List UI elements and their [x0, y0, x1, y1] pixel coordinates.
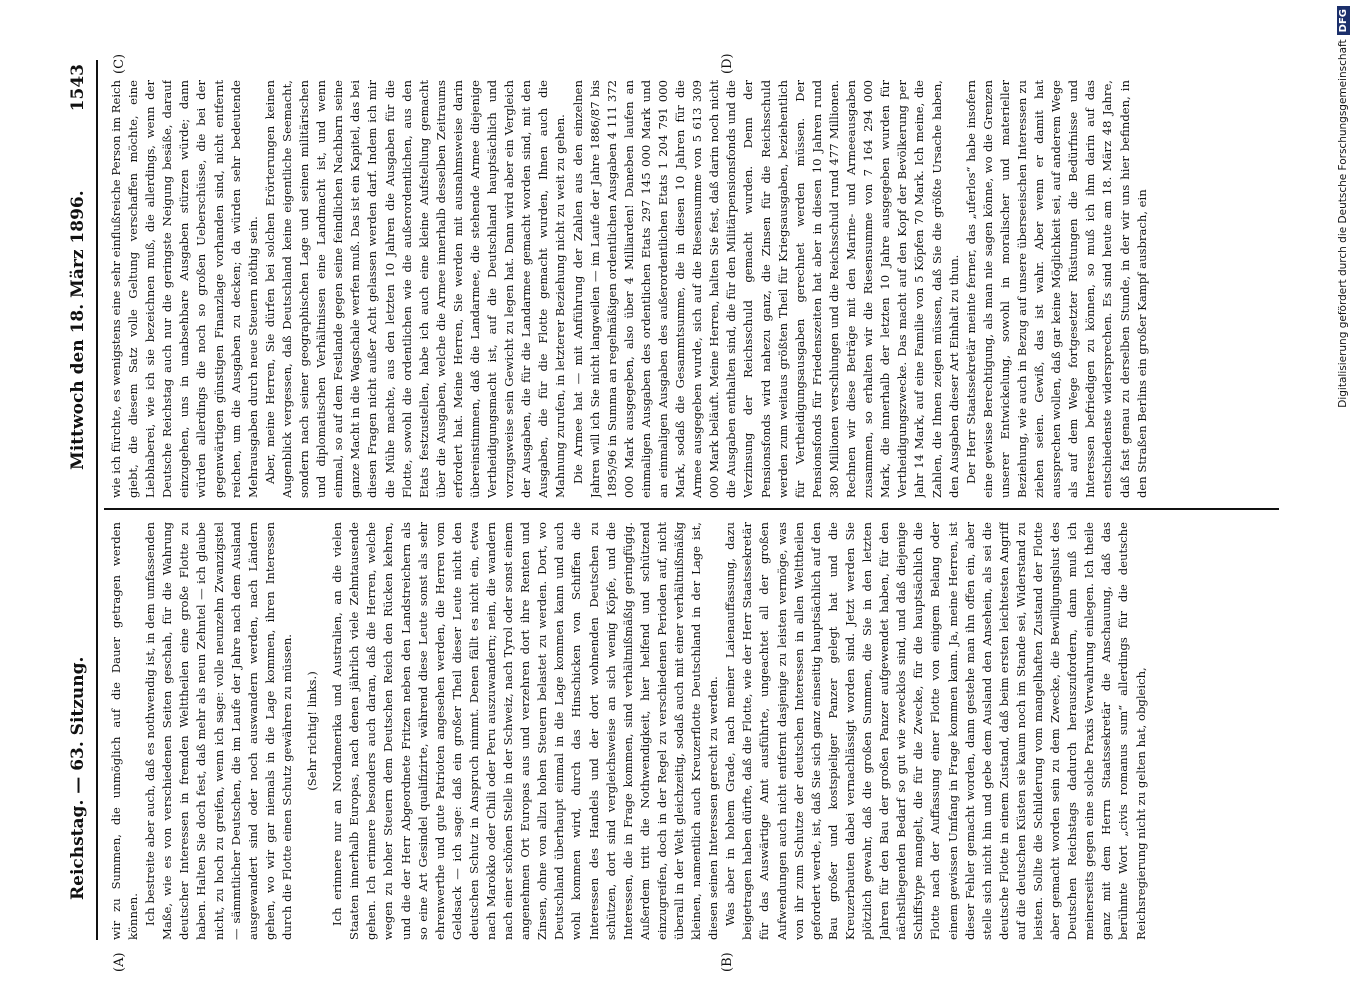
left-column [108, 522, 1278, 940]
margin-marker-b: (B) [720, 952, 735, 972]
interjection: (Sehr richtig! links.) [305, 671, 320, 791]
digitization-credit [1336, 6, 1350, 996]
page-number: 1543 [68, 64, 88, 112]
right-column [108, 80, 1278, 498]
dfg-logo: DFG [1337, 6, 1350, 35]
paragraph: Ich erinnere nur an Nordamerika und Australien, an die vielen Staaten innerhalb Europas, nach denen jährlich viele Zehntausende gehen. Ich erinnere besonders auch daran, daß die Herren, welche wegen zu hoher Steuern dem Deutschen Reich den Rücken kehren, und die der Herr Abgeordnete Fritzen neben den Landstreichern als so eine Art Gesindel qualifizirte, während diese Leute sonst als sehr ehrenwerthe und gute Patrioten angesehen werden, die Herren vom Geldsack — ich sage: daß ein großer Theil dieser Leute nicht den deutschen Schutz in Anspruch nimmt. Denen fällt es nicht ein, etwa nach Marokko oder Chili oder Peru auszuwandern; nein, die wandern nach einer schönen Stelle in der Schweiz, nach Tyrol oder sonst einem angenehmen Ort Europas aus und verzehren dort ihre Renten und Zinsen, ohne von allzu hohen Steuern belastet zu werden. Dort, wo Deutschland überhaupt einmal in die Lage kommen kann und auch wohl kommen wird, durch das Hinschicken von Schiffen die Interessen des Handels und der dort wohnenden Deutschen zu schützen, dort sind vergleichsweise an sich wenig Köpfe, und die Interessen, die in Frage kommen, sind verhältnißmäßig geringfügig. Außerdem tritt die Nothwendigkeit, hier helfend und schützend einzugreifen, doch in der Regel zu verschiedenen Perioden auf, nicht überall in der Welt gleichzeitig, sodaß auch mit einer verhältnißmäßig kleinen, namentlich auch Kreuzerflotte Deutschland in der Lage ist, diesen seinen Interessen gerecht zu werden. [330, 522, 721, 940]
margin-marker-d: (D) [720, 53, 735, 74]
credit-text: Digitalisierung gefördert durch die Deutsche Forschungsgemeinschaft [1337, 39, 1349, 408]
header-date: Mittwoch den 18. März 1896. [68, 190, 88, 470]
paragraph: Aber, meine Herren, Sie dürfen bei solchen Erörterungen keinen Augenblick vergessen, daß Deutschland keine eigentliche Seemacht, sondern nach seiner geographischen Lage und seinen militärischen und diplomatischen Verhältnissen eine Landmacht ist, und wenn einmal, so auf dem Festlande gegen seine feindlichen Nachbarn seine ganze Macht in die Wagschale werfen muß. Das ist ein Kapitel, das bei diesen Fragen nicht außer Acht gelassen werden darf. Indem ich mir die Mühe machte, aus den letzten 10 Jahren die Ausgaben für die Flotte, sowohl die ordentlichen wie die außerordentlichen, aus den Etats festzustellen, habe ich auch eine kleine Aufstellung gemacht über die Ausgaben, welche die Armee innerhalb desselben Zeitraums erfordert hat. Meine Herren, Sie werden mit ausnahmsweise darin übereinstimmen, daß die Landarmee, die stehende Armee diejenige Vertheidigungsmacht ist, auf die Deutschland hauptsächlich und vorzugsweise sein Gewicht zu legen hat. Dann wird aber ein Vergleich der Ausgaben, die für die Landarmee gemacht worden sind, mit den Ausgaben, die für die Flotte gemacht wurden, Ihnen auch die Mahnung zurufen, in letzterer Beziehung nicht zu weit zu gehen. [262, 80, 568, 498]
paragraph: Die Armee hat — mit Anführung der Zahlen aus den einzelnen Jahren will ich Sie nicht langweilen — im Laufe der Jahre 1886/87 bis 1895/96 in Summa an regelmäßigen ordentlichen Ausgaben 4 111 372 000 Mark ausgegeben, also über 4 Milliarden! Daneben laufen an einmaligen Ausgaben des ordentlichen Etats 297 145 000 Mark und an einmaligen Ausgaben des außerordentlichen Etats 1 204 791 000 Mark, sodaß die Gesammtsumme, die in diesen 10 Jahren für die Armee ausgegeben wurde, sich auf die Riesensumme von 5 613 309 000 Mark beläuft. Meine Herren, halten Sie fest, daß darin noch nicht die Ausgaben enthalten sind, die für den Militärpensionsfonds und die Verzinsung der Reichsschuld gemacht wurden. Denn der Pensionsfonds wird nahezu ganz, die Zinsen für die Reichsschuld werden zum weitaus größten Theil für Kriegsausgaben, beziehentlich für Vertheidigungsausgaben gerechnet werden müssen. Der Pensionsfonds für Friedenszeiten hat aber in diesen 10 Jahren rund 380 Millionen verschlungen und die Reichsschuld rund 477 Millionen. Rechnen wir diese Beträge mit den Marine- und Armeeausgaben zusammen, so erhalten wir die Riesensumme von 7 164 294 000 Mark, die innerhalb der letzten 10 Jahre ausgegeben wurden für Vertheidigungszwecke. Das macht auf den Kopf der Bevölkerung per Jahr 14 Mark, auf eine Familie von 5 Köpfen 70 Mark. Ich meine, die Zahlen, die Ihnen zeigen müssen, daß Sie die größte Ursache haben, den Ausgaben dieser Art Einhalt zu thun. [570, 80, 961, 498]
paragraph: Ich bestreite aber auch, daß es nothwendig ist, in dem umfassenden Maße, wie es von verschiedenen Seiten geschah, für die Wahrung deutscher Interessen in fremden Welttheilen eine große Flotte zu haben. Halten Sie doch fest, daß mehr als neun Zehntel — ich glaube nicht, zu hoch zu greifen, wenn ich sage: volle neunzehn Zwanzigstel — sämmtlicher Deutschen, die im Laufe der Jahre nach dem Ausland ausgewandert sind oder noch auswandern werden, nach Ländern gehen, wo wir gar niemals in die Lage kommen, ihren Interessen durch die Flotte einen Schutz gewähren zu müssen. [143, 522, 294, 940]
margin-marker-a: (A) [112, 952, 127, 972]
page-header [60, 60, 98, 940]
header-session: Reichstag. — 63. Sitzung. [68, 656, 88, 900]
paragraph: Was aber in hohem Grade, nach meiner Laienauffassung, dazu beigetragen haben dürfte, daß die Flotte, wie der Herr Staatssekretär für das Auswärtige Amt ausführte, ungeachtet all der großen Aufwendungen auch nicht entfernt dasjenige zu leisten vermöge, was von ihr zum Schutze der deutschen Interessen in allen Welttheilen gefordert werde, ist, daß Sie sich ganz einseitig hauptsächlich auf den Bau großer und kostspieliger Panzer gelegt hat und die Kreuzerbauten dabei vernachlässigt worden sind. Jetzt werden Sie plötzlich gewahr, daß die großen Summen, die Sie in den letzten Jahren für den Bau der großen Panzer aufgewendet haben, für den nächstliegenden Bedarf so gut wie zwecklos sind, und daß diejenige Schiffstype mangelt, die für die Zwecke, für die hauptsächlich die Flotte nach der Auffassung einer Flotte von einigem Belang oder einem gewissen Umfang in Frage kommen kann. Ja, meine Herren, ist dieser Fehler gemacht worden, dann gestehe man ihn offen ein, aber stelle sich nicht hin und gebe dem Ausland den Ansehein, als sei die deutsche Flotte in einem Zustand, daß beim ersten leichtesten Angriff auf die deutschen Küsten sie kaum noch im Stande sei, Widerstand zu leisten. Sollte die Schilderung vom mangelhaften Zustand der Flotte aber gemacht worden sein zu dem Zwecke, die Bewilligungslust des Deutschen Reichstags dadurch herauszufordern, dann muß ich meinerseits gegen eine solche Praxis Verwahrung einlegen. Ich theile ganz mit dem Herrn Staatssekretär die Anschauung, daß das berühmte Wort „civis romanus sum“ allerdings für die deutsche Reichsregierung nicht zu gelten hat, obgleich, [723, 522, 1148, 940]
column-divider [104, 509, 1279, 511]
printed-page [60, 53, 1290, 972]
paragraph: wie ich fürchte, es wenigstens eine sehr einflußreiche Person im Reich giebt, die diesem Satz volle Geltung verschaffen möchte, eine Liebhaberei, wie ich sie bezeichnen muß, die allerdings, wenn der Deutsche Reichstag auch nur die geringste Neigung besäße, darauf einzugehen, uns in unabsehbare Ausgaben stürzen würde; dann würden allerdings die noch so großen Ueberschüsse, die bei der gegenwärtigen günstigen Finanzlage vorhanden sind, nicht entfernt reichen, um die Ausgaben zu decken; da würden sehr bedeutende Mehrausgaben durch neue Steuern nöthig sein. [109, 80, 260, 498]
paragraph: wir zu Summen, die unmöglich auf die Dauer getragen werden können. [109, 522, 141, 940]
paragraph: Der Herr Staatssekretär meinte ferner, das „uferlos“ habe insofern eine gewisse Berechtigung, als man nie sagen könne, wo die Grenzen unserer Entwickelung, sowohl in moralischer und materieller Beziehung, wie auch in Bezug auf unsere überseeischen Interessen zu ziehen seien. Gewiß, das ist wahr. Aber wenn er damit hat aussprechen wollen, daß gar keine Möglichkeit sei, auf anderem Wege als auf dem Wege fortgesetzter Rüstungen die Bedürfnisse und Interessen befriedigen zu können, so muß ich ihm darin auf das entschiedenste widersprechen. Es sind heute am 18. März 48 Jahre, daß fast genau zu derselben Stunde, in der wir uns hier befinden, in den Straßen Berlins ein großer Kampf ausbrach, ein [963, 80, 1149, 498]
margin-marker-c: (C) [112, 53, 127, 74]
